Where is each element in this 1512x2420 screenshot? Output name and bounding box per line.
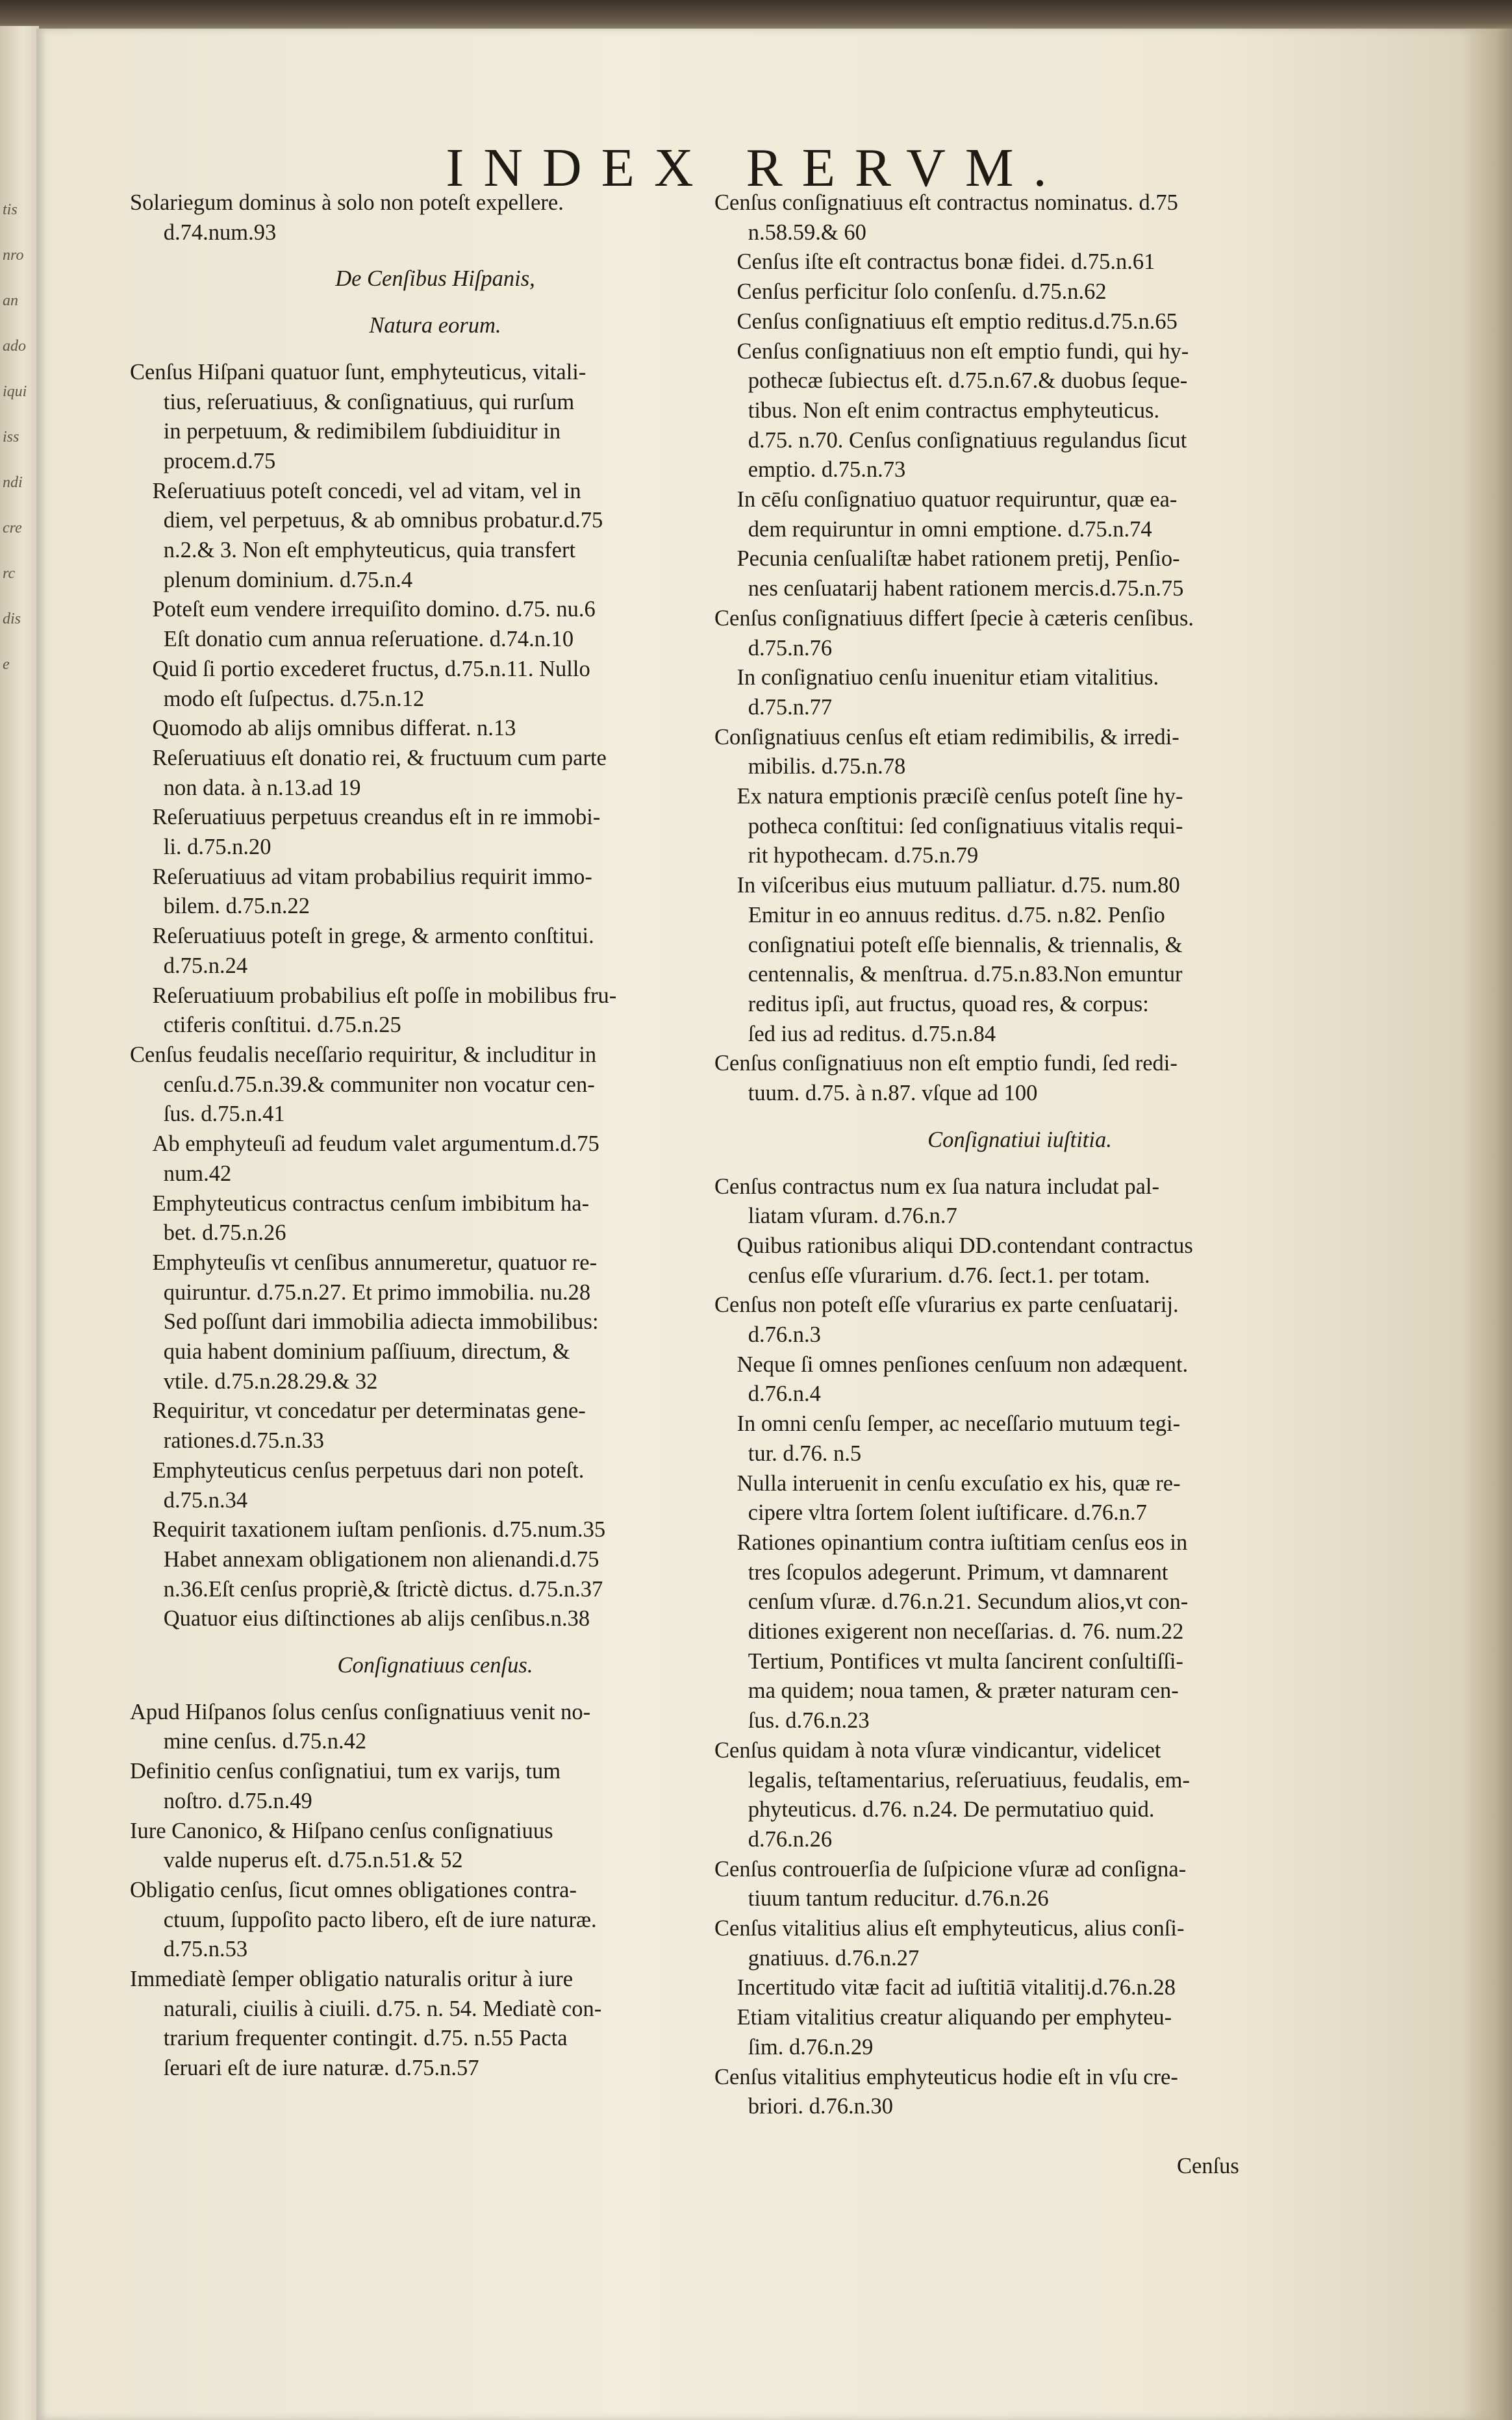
- index-entry-line: mibilis. d.75.n.78: [714, 754, 906, 779]
- section-heading: Natura eorum.: [369, 313, 501, 338]
- facing-page-fragment: an: [3, 292, 18, 309]
- index-entry-line: Cenſus controuerſia de ſuſpicione vſuræ ad conſigna-: [714, 1856, 1187, 1882]
- index-entry-line: d.75.n.77: [714, 694, 833, 720]
- index-entry-line: Cenſus conſignatiuus non eſt emptio fundi, qui hy-: [714, 338, 1189, 364]
- index-entry-line: n.36.Eſt cenſus propriè,& ſtrictè dictus. d.75.n.37: [130, 1576, 603, 1602]
- index-entry-line: Cenſus vitalitius emphyteuticus hodie eſt in vſu cre-: [714, 2064, 1178, 2089]
- index-entry-line: d.76.n.3: [714, 1322, 821, 1348]
- index-entry-line: Apud Hiſpanos ſolus cenſus conſignatiuus venit no-: [130, 1699, 591, 1724]
- index-entry-line: In conſignatiuo cenſu inuenitur etiam vitalitius.: [714, 665, 1159, 690]
- index-entry-line: Habet annexam obligationem non alienandi.d.75: [130, 1546, 599, 1572]
- spacer: [130, 247, 740, 264]
- index-entry-line: tiuum tantum reducitur. d.76.n.26: [714, 1886, 1049, 1911]
- index-entry-line: d.75.n.34: [130, 1487, 248, 1513]
- index-entry-line: Reſeruatiuum probabilius eſt poſſe in mobilibus fru-: [130, 983, 617, 1008]
- index-entry-line: Poteſt eum vendere irrequiſito domino. d.75. nu.6: [130, 597, 596, 622]
- index-entry-line: conſignatiui poteſt eſſe biennalis, & triennalis, &: [714, 932, 1183, 957]
- index-entry-line: tur. d.76. n.5: [714, 1441, 862, 1466]
- index-entry-line: vtile. d.75.n.28.29.& 32: [130, 1368, 378, 1394]
- facing-page-fragment: dis: [3, 611, 21, 627]
- index-entry-line: Cenſus Hiſpani quatuor ſunt, emphyteuticus, vitali-: [130, 359, 586, 384]
- index-entry-line: Requiritur, vt concedatur per determinatas gene-: [130, 1398, 586, 1424]
- index-entry-line: Cenſus quidam à nota vſuræ vindicantur, videlicet: [714, 1737, 1161, 1763]
- index-entry-line: emptio. d.75.n.73: [714, 457, 906, 483]
- index-entry-line: Tertium, Pontifices vt multa ſancirent conſultiſſi-: [714, 1648, 1183, 1674]
- index-entry-line: d.75.n.53: [130, 1937, 248, 1962]
- index-entry-line: cipere vltra ſortem ſolent iuſtificare. d.76.n.7: [714, 1500, 1147, 1526]
- index-entry-line: Ex natura emptionis præciſè cenſus poteſt ſine hy-: [714, 784, 1183, 809]
- index-entry-line: Sed poſſunt dari immobilia adiecta immobilibus:: [130, 1309, 599, 1335]
- left-column: [130, 188, 740, 2084]
- index-entry-line: ſus. d.76.n.23: [714, 1708, 870, 1733]
- index-entry-line: Reſeruatiuus ad vitam probabilius requirit immo-: [130, 864, 592, 889]
- index-entry-line: tius, reſeruatiuus, & conſignatiuus, qui rurſum: [130, 389, 575, 414]
- spacer: [714, 1155, 1325, 1172]
- index-entry-line: quiruntur. d.75.n.27. Et primo immobilia. nu.28: [130, 1279, 591, 1305]
- spacer: [130, 1681, 740, 1698]
- facing-page-fragment: ado: [3, 338, 26, 355]
- index-entry-line: valde nuperus eſt. d.75.n.51.& 52: [130, 1848, 463, 1873]
- index-entry-line: Iure Canonico, & Hiſpano cenſus conſignatiuus: [130, 1818, 553, 1843]
- index-entry-line: Cenſus conſignatiuus non eſt emptio fundi, ſed redi-: [714, 1051, 1178, 1076]
- index-entry-line: Cenſus conſignatiuus eſt emptio reditus.d.75.n.65: [714, 309, 1178, 334]
- facing-page-fragment: iqui: [3, 383, 27, 400]
- index-entry-line: In omni cenſu ſemper, ac neceſſario mutuum tegi-: [714, 1411, 1181, 1437]
- spacer: [130, 1634, 740, 1651]
- index-entry-line: num.42: [130, 1161, 232, 1186]
- index-entry-line: Requirit taxationem iuſtam penſionis. d.75.num.35: [130, 1517, 606, 1543]
- page-shadow: [1460, 29, 1512, 2420]
- index-entry-line: n.2.& 3. Non eſt emphyteuticus, quia transfert: [130, 538, 576, 563]
- page-title: INDEX RERVM.: [446, 138, 1066, 198]
- index-entry-line: ditiones exigerent non neceſſarias. d. 76. num.22: [714, 1619, 1184, 1645]
- section-heading: Conſignatiui iuſtitia.: [927, 1127, 1112, 1152]
- index-entry-line: rationes.d.75.n.33: [130, 1428, 324, 1454]
- facing-page-fragment: e: [3, 656, 10, 673]
- index-entry-line: d.75.n.24: [130, 953, 248, 978]
- index-entry-line: gnatiuus. d.76.n.27: [714, 1945, 920, 1971]
- spacer: [130, 341, 740, 358]
- index-entry-line: nes cenſuatarij habent rationem mercis.d.75.n.75: [714, 576, 1184, 601]
- index-entry-line: d.75.n.76: [714, 635, 833, 661]
- index-entry-line: bet. d.75.n.26: [130, 1220, 286, 1246]
- section-heading: De Cenſibus Hiſpanis,: [335, 266, 535, 292]
- index-entry-line: Emphyteuticus cenſus perpetuus dari non poteſt.: [130, 1457, 585, 1483]
- index-entry-line: Reſeruatiuus poteſt in grege, & armento conſtitui.: [130, 924, 594, 949]
- index-entry-line: phyteuticus. d.76. n.24. De permutatiuo quid.: [714, 1797, 1155, 1822]
- index-entry-line: tibus. Non eſt enim contractus emphyteuticus.: [714, 397, 1160, 423]
- index-entry-line: potheca conſtitui: ſed conſignatiuus vitalis requi-: [714, 813, 1183, 838]
- index-entry-line: dem requiruntur in omni emptione. d.75.n.74: [714, 516, 1152, 542]
- index-entry-line: Nulla interuenit in cenſu excuſatio ex his, quæ re-: [714, 1470, 1181, 1496]
- index-entry-line: legalis, teſtamentarius, reſeruatiuus, feudalis, em-: [714, 1767, 1190, 1793]
- index-entry-line: pothecæ ſubiectus eſt. d.75.n.67.& duobus ſeque-: [714, 368, 1188, 394]
- index-entry-line: Reſeruatiuus poteſt concedi, vel ad vitam, vel in: [130, 478, 581, 503]
- index-entry-line: bilem. d.75.n.22: [130, 894, 310, 919]
- index-entry-line: Reſeruatiuus eſt donatio rei, & fructuum cum parte: [130, 745, 607, 770]
- index-entry-line: Emphyteuticus contractus cenſum imbibitum ha-: [130, 1191, 590, 1216]
- facing-page-fragment: ndi: [3, 474, 23, 491]
- index-entry-line: briori. d.76.n.30: [714, 2094, 894, 2119]
- index-entry-line: Quatuor eius diſtinctiones ab alijs cenſibus.n.38: [130, 1606, 590, 1632]
- index-entry-line: d.74.num.93: [130, 220, 277, 245]
- index-entry-line: Cenſus feudalis neceſſario requiritur, & includitur in: [130, 1042, 597, 1067]
- index-entry-line: Cenſus perficitur ſolo conſenſu. d.75.n.62: [714, 279, 1107, 305]
- index-entry-line: mine cenſus. d.75.n.42: [130, 1729, 367, 1754]
- index-entry-line: procem.d.75: [130, 448, 276, 473]
- index-entry-line: trarium frequenter contingit. d.75. n.55 Pacta: [130, 2026, 568, 2051]
- index-entry-line: diem, vel perpetuus, & ab omnibus probatur.d.75: [130, 508, 603, 533]
- index-entry-line: cenſus eſſe vſurarium. d.76. ſect.1. per totam.: [714, 1263, 1150, 1288]
- index-entry-line: ſim. d.76.n.29: [714, 2034, 874, 2060]
- index-entry-line: ctiferis conſtitui. d.75.n.25: [130, 1013, 401, 1038]
- catchword: Cenſus: [1177, 2154, 1239, 2178]
- index-entry-line: tuum. d.75. à n.87. vſque ad 100: [714, 1081, 1038, 1106]
- index-entry-line: d.76.n.4: [714, 1381, 821, 1407]
- index-entry-line: noſtro. d.75.n.49: [130, 1788, 312, 1813]
- index-entry-line: Pecunia cenſualiſtæ habet rationem pretij, Penſio-: [714, 546, 1180, 572]
- index-entry-line: Cenſus iſte eſt contractus bonæ fidei. d.75.n.61: [714, 249, 1155, 275]
- index-entry-line: naturali, ciuilis à ciuili. d.75. n. 54. Mediatè con-: [130, 1996, 602, 2021]
- facing-page-fragment: nro: [3, 247, 24, 264]
- section-heading: Conſignatiuus cenſus.: [337, 1653, 533, 1678]
- index-entry-line: cenſum vſuræ. d.76.n.21. Secundum alios,vt con-: [714, 1589, 1189, 1615]
- index-entry-line: Rationes opinantium contra iuſtitiam cenſus eos in: [714, 1530, 1188, 1555]
- index-entry-line: ſus. d.75.n.41: [130, 1102, 285, 1127]
- index-entry-line: d.76.n.26: [714, 1826, 833, 1852]
- index-entry-line: Quomodo ab alijs omnibus differat. n.13: [130, 716, 516, 741]
- index-entry-line: Eſt donatio cum annua reſeruatione. d.74.n.10: [130, 627, 574, 652]
- index-entry-line: li. d.75.n.20: [130, 835, 271, 860]
- index-entry-line: Etiam vitalitius creatur aliquando per emphyteu-: [714, 2005, 1172, 2030]
- index-entry-line: Definitio cenſus conſignatiui, tum ex varijs, tum: [130, 1759, 561, 1784]
- index-entry-line: rit hypothecam. d.75.n.79: [714, 843, 979, 868]
- index-entry-line: In cēſu conſignatiuo quatuor requiruntur, quæ ea-: [714, 487, 1178, 512]
- index-entry-line: Solariegum dominus à solo non poteſt expellere.: [130, 190, 564, 215]
- right-column: [714, 188, 1325, 2122]
- index-entry-line: ma quidem; noua tamen, & præter naturam cen-: [714, 1678, 1179, 1704]
- index-entry-line: Cenſus vitalitius alius eſt emphyteuticus, alius conſi-: [714, 1916, 1185, 1941]
- facing-page-fragment: rc: [3, 565, 16, 582]
- index-entry-line: Cenſus conſignatiuus differt ſpecie à cæteris cenſibus.: [714, 605, 1194, 631]
- index-entry-line: ctuum, ſuppoſito pacto libero, eſt de iure naturæ.: [130, 1907, 597, 1932]
- index-entry-line: Reſeruatiuus perpetuus creandus eſt in re immobi-: [130, 805, 601, 830]
- facing-page-edge: [0, 26, 39, 2420]
- index-entry-line: modo eſt ſuſpectus. d.75.n.12: [130, 686, 425, 711]
- index-entry-line: reditus ipſi, aut fructus, quoad res, & corpus:: [714, 991, 1149, 1016]
- index-entry-line: Immediatè ſemper obligatio naturalis oritur à iure: [130, 1967, 573, 1992]
- index-entry-line: centennalis, & menſtrua. d.75.n.83.Non emuntur: [714, 962, 1183, 987]
- index-entry-line: Quibus rationibus aliqui DD.contendant contractus: [714, 1233, 1193, 1258]
- index-entry-line: cenſu.d.75.n.39.& communiter non vocatur cen-: [130, 1072, 595, 1097]
- index-entry-line: Cenſus contractus num ex ſua natura includat pal-: [714, 1174, 1159, 1199]
- index-entry-line: Cenſus non poteſt eſſe vſurarius ex parte cenſuatarij.: [714, 1292, 1179, 1318]
- index-entry-line: Quid ſi portio excederet fructus, d.75.n.11. Nullo: [130, 656, 590, 681]
- index-entry-line: tres ſcopulos adegerunt. Primum, vt damnarent: [714, 1559, 1168, 1585]
- spacer: [714, 1109, 1325, 1126]
- index-entry-line: n.58.59.& 60: [714, 220, 866, 245]
- index-entry-line: ſeruari eſt de iure naturæ. d.75.n.57: [130, 2056, 479, 2081]
- index-entry-line: In viſceribus eius mutuum palliatur. d.75. num.80: [714, 873, 1180, 898]
- index-entry-line: Cenſus conſignatiuus eſt contractus nominatus. d.75: [714, 190, 1178, 215]
- index-entry-line: in perpetuum, & redimibilem ſubdiuiditur in: [130, 419, 561, 444]
- spacer: [130, 294, 740, 311]
- index-entry-line: Conſignatiuus cenſus eſt etiam redimibilis, & irredi-: [714, 724, 1179, 750]
- index-entry-line: d.75. n.70. Cenſus conſignatiuus regulandus ſicut: [714, 427, 1187, 453]
- index-entry-line: liatam vſuram. d.76.n.7: [714, 1204, 957, 1229]
- index-entry-line: quia habent dominium paſſiuum, directum, &: [130, 1339, 570, 1365]
- index-entry-line: plenum dominium. d.75.n.4: [130, 567, 413, 592]
- index-entry-line: Emitur in eo annuus reditus. d.75. n.82. Penſio: [714, 902, 1165, 927]
- index-entry-line: ſed ius ad reditus. d.75.n.84: [714, 1021, 996, 1046]
- facing-page-fragment: tis: [3, 201, 18, 218]
- index-entry-line: Incertitudo vitæ facit ad iuſtitiā vitalitij.d.76.n.28: [714, 1975, 1176, 2000]
- index-entry-line: non data. à n.13.ad 19: [130, 775, 361, 800]
- index-entry-line: Ab emphyteuſi ad feudum valet argumentum.d.75: [130, 1131, 599, 1157]
- facing-page-fragment: cre: [3, 520, 22, 536]
- index-entry-line: Emphyteuſis vt cenſibus annumeretur, quatuor re-: [130, 1250, 598, 1275]
- facing-page-fragment: iss: [3, 429, 19, 446]
- index-entry-line: Neque ſi omnes penſiones cenſuum non adæquent.: [714, 1352, 1189, 1377]
- index-entry-line: Obligatio cenſus, ſicut omnes obligationes contra-: [130, 1877, 577, 1902]
